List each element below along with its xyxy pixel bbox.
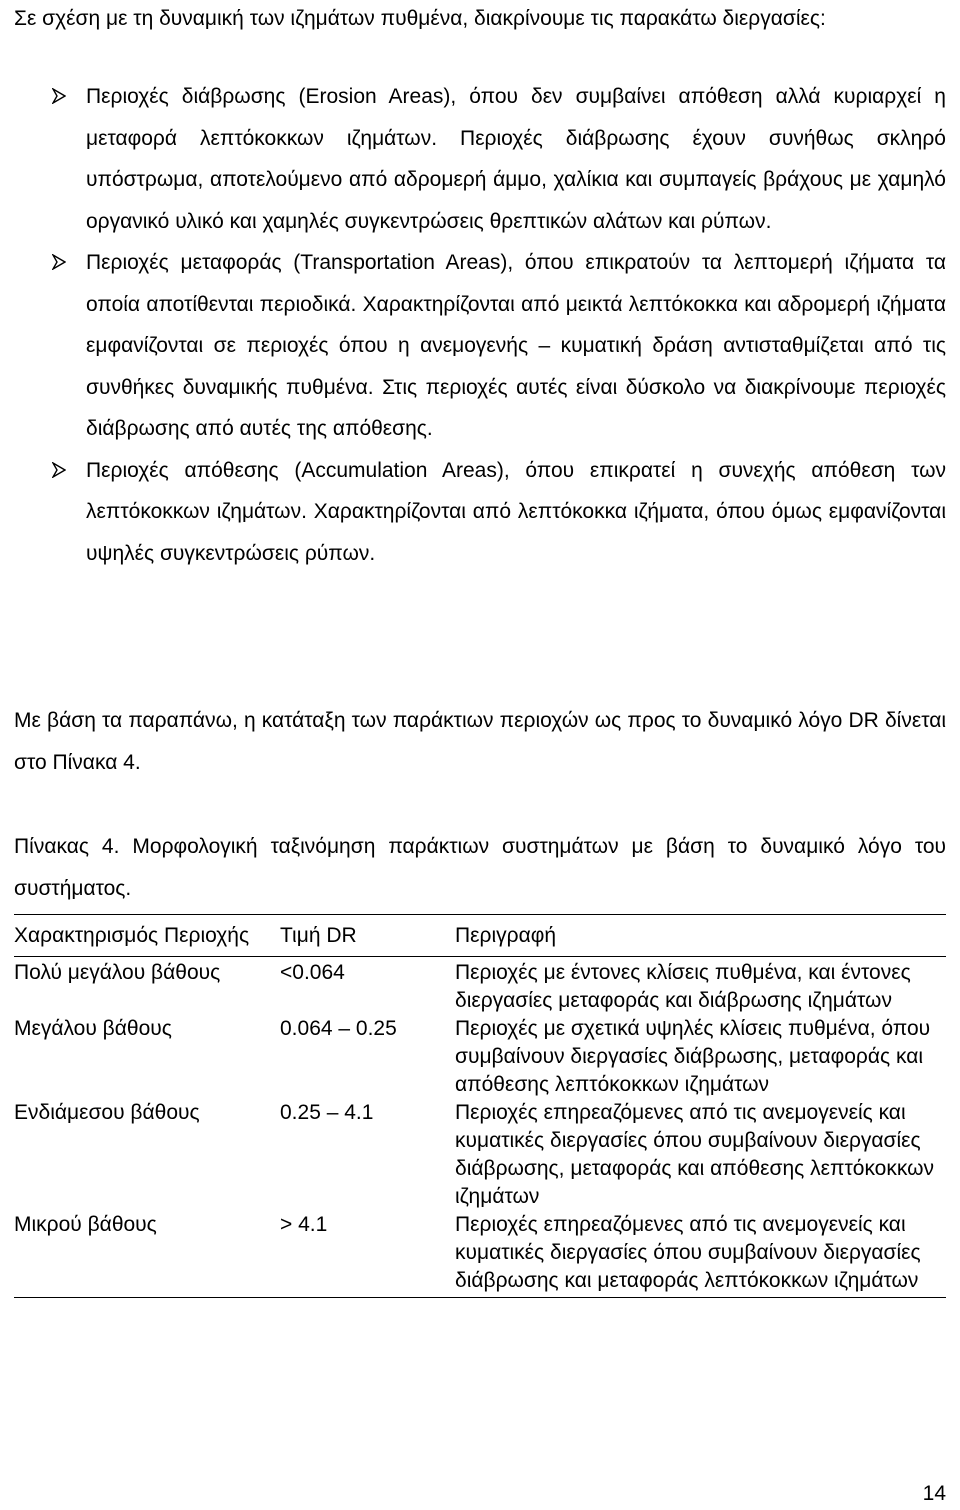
- table-row: [14, 1211, 946, 1298]
- column-header-area: Χαρακτηρισμός Περιοχής: [14, 915, 280, 957]
- cell-description: Περιοχές με έντονες κλίσεις πυθμένα, και έντονες διεργασίες μεταφοράς και διάβρωσης ιζημάτων: [455, 961, 911, 1012]
- list-item-text: Περιοχές απόθεσης (Accumulation Areas), όπου επικρατεί η συνεχής απόθεση των λεπτόκοκκων ιζημάτων. Χαρακτηρίζονται από λεπτόκοκκα ιζήματα, όπου όμως εμφανίζονται υψηλές συγκεντρώσεις ρύπων.: [86, 458, 946, 565]
- cell-dr: 0.25 – 4.1: [280, 1101, 374, 1124]
- process-list: [14, 76, 946, 574]
- table-row: [14, 957, 946, 1016]
- list-item-text: Περιοχές μεταφοράς (Transportation Areas), όπου επικρατούν τα λεπτομερή ιζήματα τα οποία αποτίθενται περιοδικά. Χαρακτηρίζονται από μεικτά λεπτόκοκκα και αδρομερή ιζήματα εμφανίζονται σε περιοχές όπου η ανεμογενής – κυματική δράση αντισταθμίζεται από τις συνθήκες δυναμικής πυθμένα. Στις περιοχές αυτές είναι δύσκολο να διακρίνουμε περιοχές διάβρωσης από αυτές της απόθεσης.: [86, 251, 946, 440]
- cell-description: Περιοχές επηρεαζόμενες από τις ανεμογενείς και κυματικές διεργασίες όπου συμβαίνουν διεργασίες διάβρωσης και μεταφοράς λεπτόκοκκων ιζημάτων: [455, 1211, 946, 1298]
- list-item: [14, 76, 946, 242]
- list-item: [14, 242, 946, 450]
- table-header-row: [14, 915, 946, 957]
- arrowhead-bullet-icon: [52, 242, 72, 284]
- cell-description: Περιοχές επηρεαζόμενες από τις ανεμογενείς και κυματικές διεργασίες όπου συμβαίνουν διεργασίες διάβρωσης, μεταφοράς και απόθεσης λεπτόκοκκων ιζημάτων: [455, 1101, 935, 1208]
- column-header-description: Περιγραφή: [455, 915, 946, 957]
- arrowhead-bullet-icon: [52, 76, 72, 118]
- arrowhead-bullet-icon: [52, 450, 72, 492]
- dr-classification-table: [14, 914, 946, 1298]
- cell-dr: <0.064: [280, 961, 345, 984]
- page-number: 14: [922, 1482, 946, 1505]
- cell-area: Μεγάλου βάθους: [14, 1017, 172, 1040]
- table-row: [14, 1099, 946, 1211]
- cell-description: Περιοχές με σχετικά υψηλές κλίσεις πυθμένα, όπου συμβαίνουν διεργασίες διάβρωσης, μεταφοράς και απόθεσης λεπτόκοκκων ιζημάτων: [455, 1017, 931, 1096]
- intro-paragraph: Σε σχέση με τη δυναμική των ιζημάτων πυθμένα, διακρίνουμε τις παρακάτω διεργασίες:: [14, 7, 826, 30]
- cell-dr: > 4.1: [280, 1211, 455, 1298]
- cell-dr: 0.064 – 0.25: [280, 1017, 397, 1040]
- list-item-text: Περιοχές διάβρωσης (Erosion Areas), όπου δεν συμβαίνει απόθεση αλλά κυριαρχεί η μεταφορά λεπτόκοκκων ιζημάτων. Περιοχές διάβρωσης έχουν συνήθως σκληρό υπόστρωμα, αποτελούμενο από αδρομερή άμμο, χαλίκια και συμπαγείς βράχους με χαμηλό οργανικό υλικό και χαμηλές συγκεντρώσεις θρεπτικών αλάτων και ρύπων.: [86, 85, 946, 233]
- cell-area: Πολύ μεγάλου βάθους: [14, 961, 221, 984]
- column-header-dr: Τιμή DR: [280, 915, 455, 957]
- summary-paragraph: Με βάση τα παραπάνω, η κατάταξη των παράκτιων περιοχών ως προς το δυναμικό λόγο DR δίνεται στο Πίνακα 4.: [14, 709, 946, 774]
- table-row: [14, 1015, 946, 1099]
- table-caption: Πίνακας 4. Μορφολογική ταξινόμηση παράκτιων συστημάτων με βάση το δυναμικό λόγο του συστήματος.: [14, 835, 946, 900]
- cell-area: Ενδιάμεσου βάθους: [14, 1101, 200, 1124]
- cell-area: Μικρού βάθους: [14, 1211, 280, 1298]
- list-item: [14, 450, 946, 575]
